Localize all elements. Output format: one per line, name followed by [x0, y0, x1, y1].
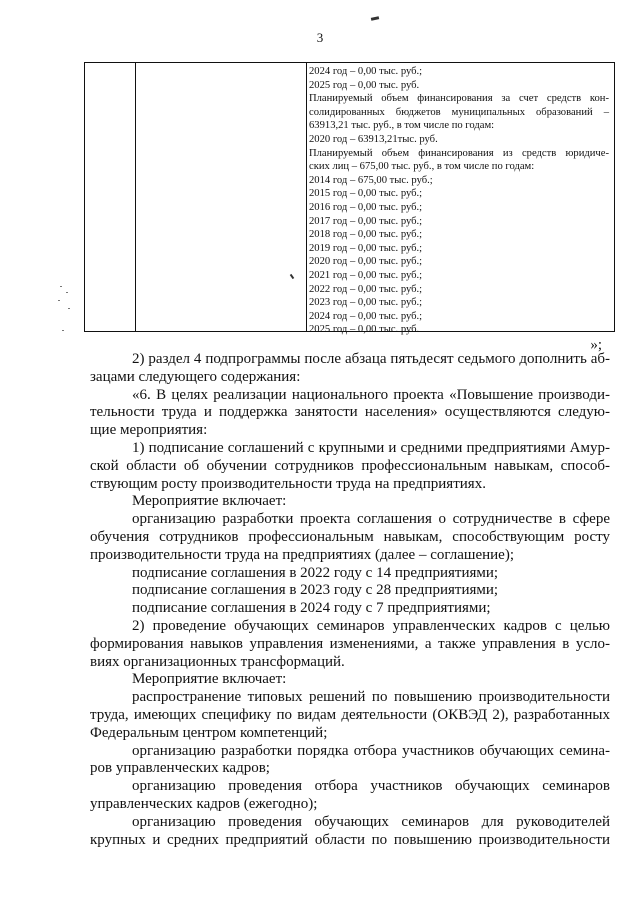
- text-line: крупных и средних предприятий области по повышению производительности: [90, 831, 610, 848]
- text-line: управленческих кадров (ежегодно);: [90, 795, 318, 812]
- text-line: тельности труда и поддержка занятости населения» осуществляются следую-: [90, 404, 610, 421]
- margin-marks: [56, 286, 76, 336]
- financing-cell: [309, 65, 609, 337]
- text-line: Мероприятие включает:: [132, 493, 287, 510]
- text-line: организацию проведения отбора участников обучающих семинаров: [132, 778, 610, 795]
- financing-line: 2025 год – 0,00 тыс. руб.: [309, 324, 420, 336]
- text-line: подписание соглашения в 2022 году с 14 предприятиями;: [132, 564, 499, 581]
- text-line: ской области об обучении сотрудников профессиональным навыкам, способ-: [90, 457, 610, 474]
- text-line: формирования навыков управления изменениями, а также управления в усло-: [90, 635, 610, 652]
- text-line: 2) проведение обучающих семинаров управленческих кадров с целью: [132, 617, 610, 634]
- financing-line: 2023 год – 0,00 тыс. руб.;: [309, 297, 423, 309]
- text-line: распространение типовых решений по повышению производительности: [132, 689, 610, 706]
- text-line: щие мероприятия:: [90, 422, 208, 439]
- text-line: Федеральным центром компетенций;: [90, 724, 328, 741]
- text-line: подписание соглашения в 2024 году с 7 предприятиями;: [132, 600, 491, 617]
- text-line: Мероприятие включает:: [132, 671, 287, 688]
- amendment-text: [90, 351, 610, 849]
- financing-line: Планируемый объем финансирования из средств юридиче-: [309, 147, 609, 159]
- closing-quote: »;: [590, 337, 602, 353]
- text-line: обучения сотрудников профессиональным навыкам, способствующим росту: [90, 528, 610, 545]
- financing-table: [84, 62, 615, 336]
- financing-line: 2014 год – 675,00 тыс. руб.;: [309, 174, 433, 186]
- text-line: труда, имеющих специфику по видам деятельности (ОКВЭД 2), разработанных: [90, 706, 610, 723]
- financing-line: Планируемый объем финансирования за счет средств кон-: [309, 93, 609, 105]
- financing-line: 2022 год – 0,00 тыс. руб.;: [309, 283, 423, 295]
- text-line: подписание соглашения в 2023 году с 28 предприятиями;: [132, 582, 499, 599]
- text-line: организацию проведения обучающих семинаров для руководителей: [132, 813, 610, 830]
- text-line: организацию разработки порядка отбора участников обучающих семина-: [132, 742, 610, 759]
- financing-line: 2024 год – 0,00 тыс. руб.;: [309, 310, 423, 322]
- text-line: ров управленческих кадров;: [90, 760, 270, 777]
- scan-mark: [290, 274, 295, 279]
- table-column-divider: [306, 63, 307, 331]
- text-line: ствующим росту производительности труда на предприятиях.: [90, 475, 486, 492]
- financing-line: 2024 год – 0,00 тыс. руб.;: [309, 66, 423, 77]
- text-line: организацию разработки проекта соглашения о сотрудничестве в сфере: [132, 511, 610, 528]
- financing-line: солидированных бюджетов муниципальных образований –: [309, 106, 609, 118]
- financing-line: 2015 год – 0,00 тыс. руб.;: [309, 188, 423, 200]
- text-line: зацами следующего содержания:: [90, 368, 301, 385]
- financing-line: 2020 год – 0,00 тыс. руб.;: [309, 256, 423, 268]
- table-column-divider: [135, 63, 136, 331]
- text-line: производительности труда на предприятиях (далее – соглашение);: [90, 546, 514, 563]
- financing-line: 63913,21 тыс. руб., в том числе по годам:: [309, 120, 495, 132]
- text-line: 2) раздел 4 подпрограммы после абзаца пятьдесят седьмого дополнить аб-: [132, 351, 610, 367]
- financing-line: 2020 год – 63913,21тыс. руб.: [309, 133, 438, 145]
- financing-line: 2017 год – 0,00 тыс. руб.;: [309, 215, 423, 227]
- financing-line: 2019 год – 0,00 тыс. руб.;: [309, 242, 423, 254]
- text-line: «6. В целях реализации национального проекта «Повышение производи-: [132, 386, 610, 403]
- financing-line: 2021 год – 0,00 тыс. руб.;: [309, 269, 423, 281]
- text-line: 1) подписание соглашений с крупными и средними предприятиями Амур-: [132, 439, 610, 456]
- scan-mark: [371, 16, 379, 21]
- financing-line: 2016 год – 0,00 тыс. руб.;: [309, 201, 423, 213]
- page-number: 3: [316, 30, 324, 45]
- financing-line: 2018 год – 0,00 тыс. руб.;: [309, 229, 423, 241]
- financing-line: 2025 год – 0,00 тыс. руб.: [309, 79, 420, 91]
- financing-line: ских лиц – 675,00 тыс. руб., в том числе по годам:: [309, 161, 535, 173]
- text-line: виях организационных трансформаций.: [90, 653, 345, 670]
